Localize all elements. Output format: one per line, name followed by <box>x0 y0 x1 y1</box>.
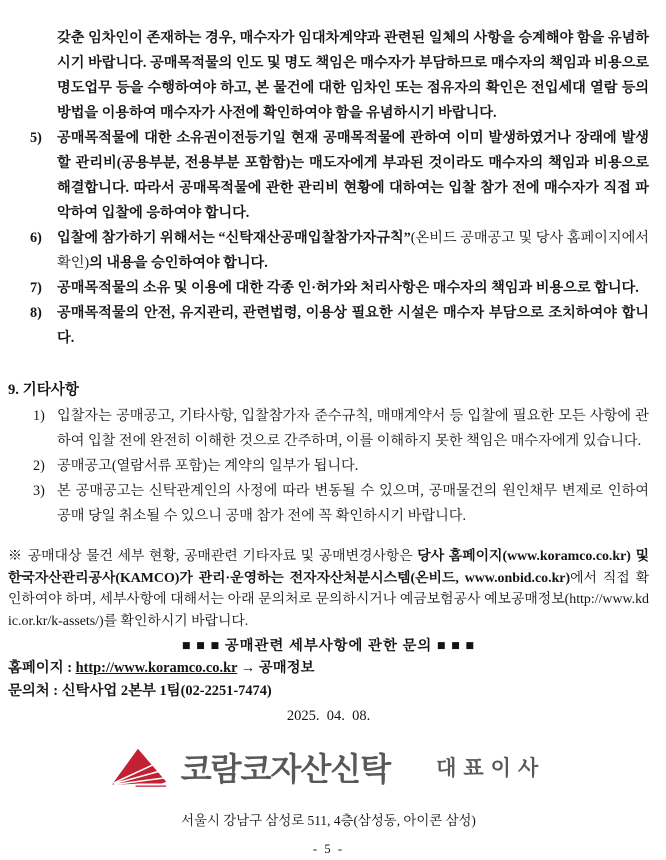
contact-heading: ■ ■ ■ 공매관련 세부사항에 관한 문의 ■ ■ ■ <box>181 638 476 655</box>
homepage-label: 홈페이지 : <box>8 660 76 677</box>
page-number: - 5 - <box>312 842 345 857</box>
clause-6 <box>8 226 649 276</box>
koramco-logo-icon <box>112 743 167 791</box>
company-address: 서울시 강남구 삼성로 511, 4층(삼성동, 아이콘 삼성) <box>181 813 476 829</box>
section-9-item-1-number: 1) <box>33 408 45 424</box>
clause-6-text-bold-lead: 입찰에 참가하기 위해서는 “신탁재산공매입찰참가자규칙” <box>57 230 411 246</box>
notice-date: 2025. 04. 08. <box>286 708 371 725</box>
clause-6-number: 6) <box>30 230 42 246</box>
section-9-item-3-number: 3) <box>33 483 45 499</box>
clause-5-number: 5) <box>30 130 42 146</box>
clause-6-text-normal: (온비드 공매공고 및 당사 홈페이지에서 확인) <box>57 230 649 271</box>
reference-note <box>8 546 649 632</box>
signature-block <box>8 743 649 791</box>
section-9 <box>8 404 649 529</box>
section-9-item-3-text: 본 공매공고는 신탁관계인의 사정에 따라 변동될 수 있으며, 공매물건의 원인채무 변제로 인하여 공매 당일 취소될 수 있으니 공매 참가 전에 꼭 확인하시기 바랍니다. <box>57 483 649 524</box>
clause-8-text: 공매목적물의 안전, 유지관리, 관련법령, 이용상 필요한 시설은 매수자 부담으로 조치하여야 합니다. <box>57 305 649 346</box>
clause-7 <box>8 276 649 301</box>
reference-note-lead: ※ 공매대상 물건 세부 현황, 공매관련 기타자료 및 공매변경사항은 <box>8 549 418 564</box>
section-9-item-1 <box>8 404 649 454</box>
section-9-item-2-number: 2) <box>33 458 45 474</box>
section-9-item-2-text: 공매공고(열람서류 포함)는 계약의 일부가 됩니다. <box>57 458 359 474</box>
clause-6-text-bold-tail: 의 내용을 승인하여야 합니다. <box>89 255 268 271</box>
clause-8 <box>8 301 649 351</box>
phone-line: 문의처 : 신탁사업 2본부 1팀(02-2251-7474) <box>8 682 272 699</box>
clause-8-number: 8) <box>30 305 42 321</box>
homepage-link[interactable]: http://www.koramco.co.kr <box>75 660 238 677</box>
clause-5-text: 공매목적물에 대한 소유권이전등기일 현재 공매목적물에 관하여 이미 발생하였거나 장래에 발생할 관리비(공용부분, 전용부분 포함함)는 매도자에게 부과된 것이라도 매수자의 책임과 비용으로 해결합니다. 따라서 공매목적물에 관한 관리비 현황에 대하여는 입찰 참가 전에 매수자가 직접 파악하여 입찰에 응하여야 합니다. <box>57 130 649 221</box>
clause-7-text: 공매목적물의 소유 및 이용에 대한 각종 인·허가와 처리사항은 매수자의 책임과 비용으로 합니다. <box>57 280 639 296</box>
section-9-item-3 <box>8 479 649 529</box>
section-9-title: 9. 기타사항 <box>8 382 79 398</box>
reference-note-bold: 당사 홈페이지(www.koramco.co.kr) 및 한국자산관리공사(KAMCO)가 관리·운영하는 전자자산처분시스템(온비드, www.onbid.co.kr) <box>8 549 649 586</box>
clause-4-continuation: 갖춘 임차인이 존재하는 경우, 매수자가 임대차계약과 관련된 일체의 사항을 승계해야 함을 유념하시기 바랍니다. 공매목적물의 인도 및 명도 책임은 매수자가 부담하므로 매수자의 책임과 비용으로 명도업무 등을 수행하여야 하고, 본 물건에 대한 임차인 또는 점유자의 확인은 전입세대 열람 등의 방법을 이용하여 매수자가 사전에 확인하여야 함을 유념하시기 바랍니다. <box>57 30 649 121</box>
homepage-suffix: → 공매정보 <box>237 660 315 677</box>
homepage-line <box>8 657 649 680</box>
ceo-title: 대표이사 <box>436 757 546 781</box>
company-name: 코람코자산신탁 <box>180 751 391 788</box>
section-9-item-1-text: 입찰자는 공매공고, 기타사항, 입찰참가자 준수규칙, 매매계약서 등 입찰에 필요한 모든 사항에 관하여 입찰 전에 완전히 이해한 것으로 간주하며, 이를 이해하지 못한 책임은 매수자에게 있습니다. <box>57 408 649 449</box>
section-9-item-2 <box>8 454 649 479</box>
reference-note-tail: 에서 직접 확인하여야 하며, 세부사항에 대해서는 아래 문의처로 문의하시거나 예금보험공사 예보공매정보(http://www.kdic.or.kr/k-assets/)를 확인하시기 바랍니다. <box>8 570 649 629</box>
clause-7-number: 7) <box>30 280 42 296</box>
clause-5 <box>8 126 649 226</box>
